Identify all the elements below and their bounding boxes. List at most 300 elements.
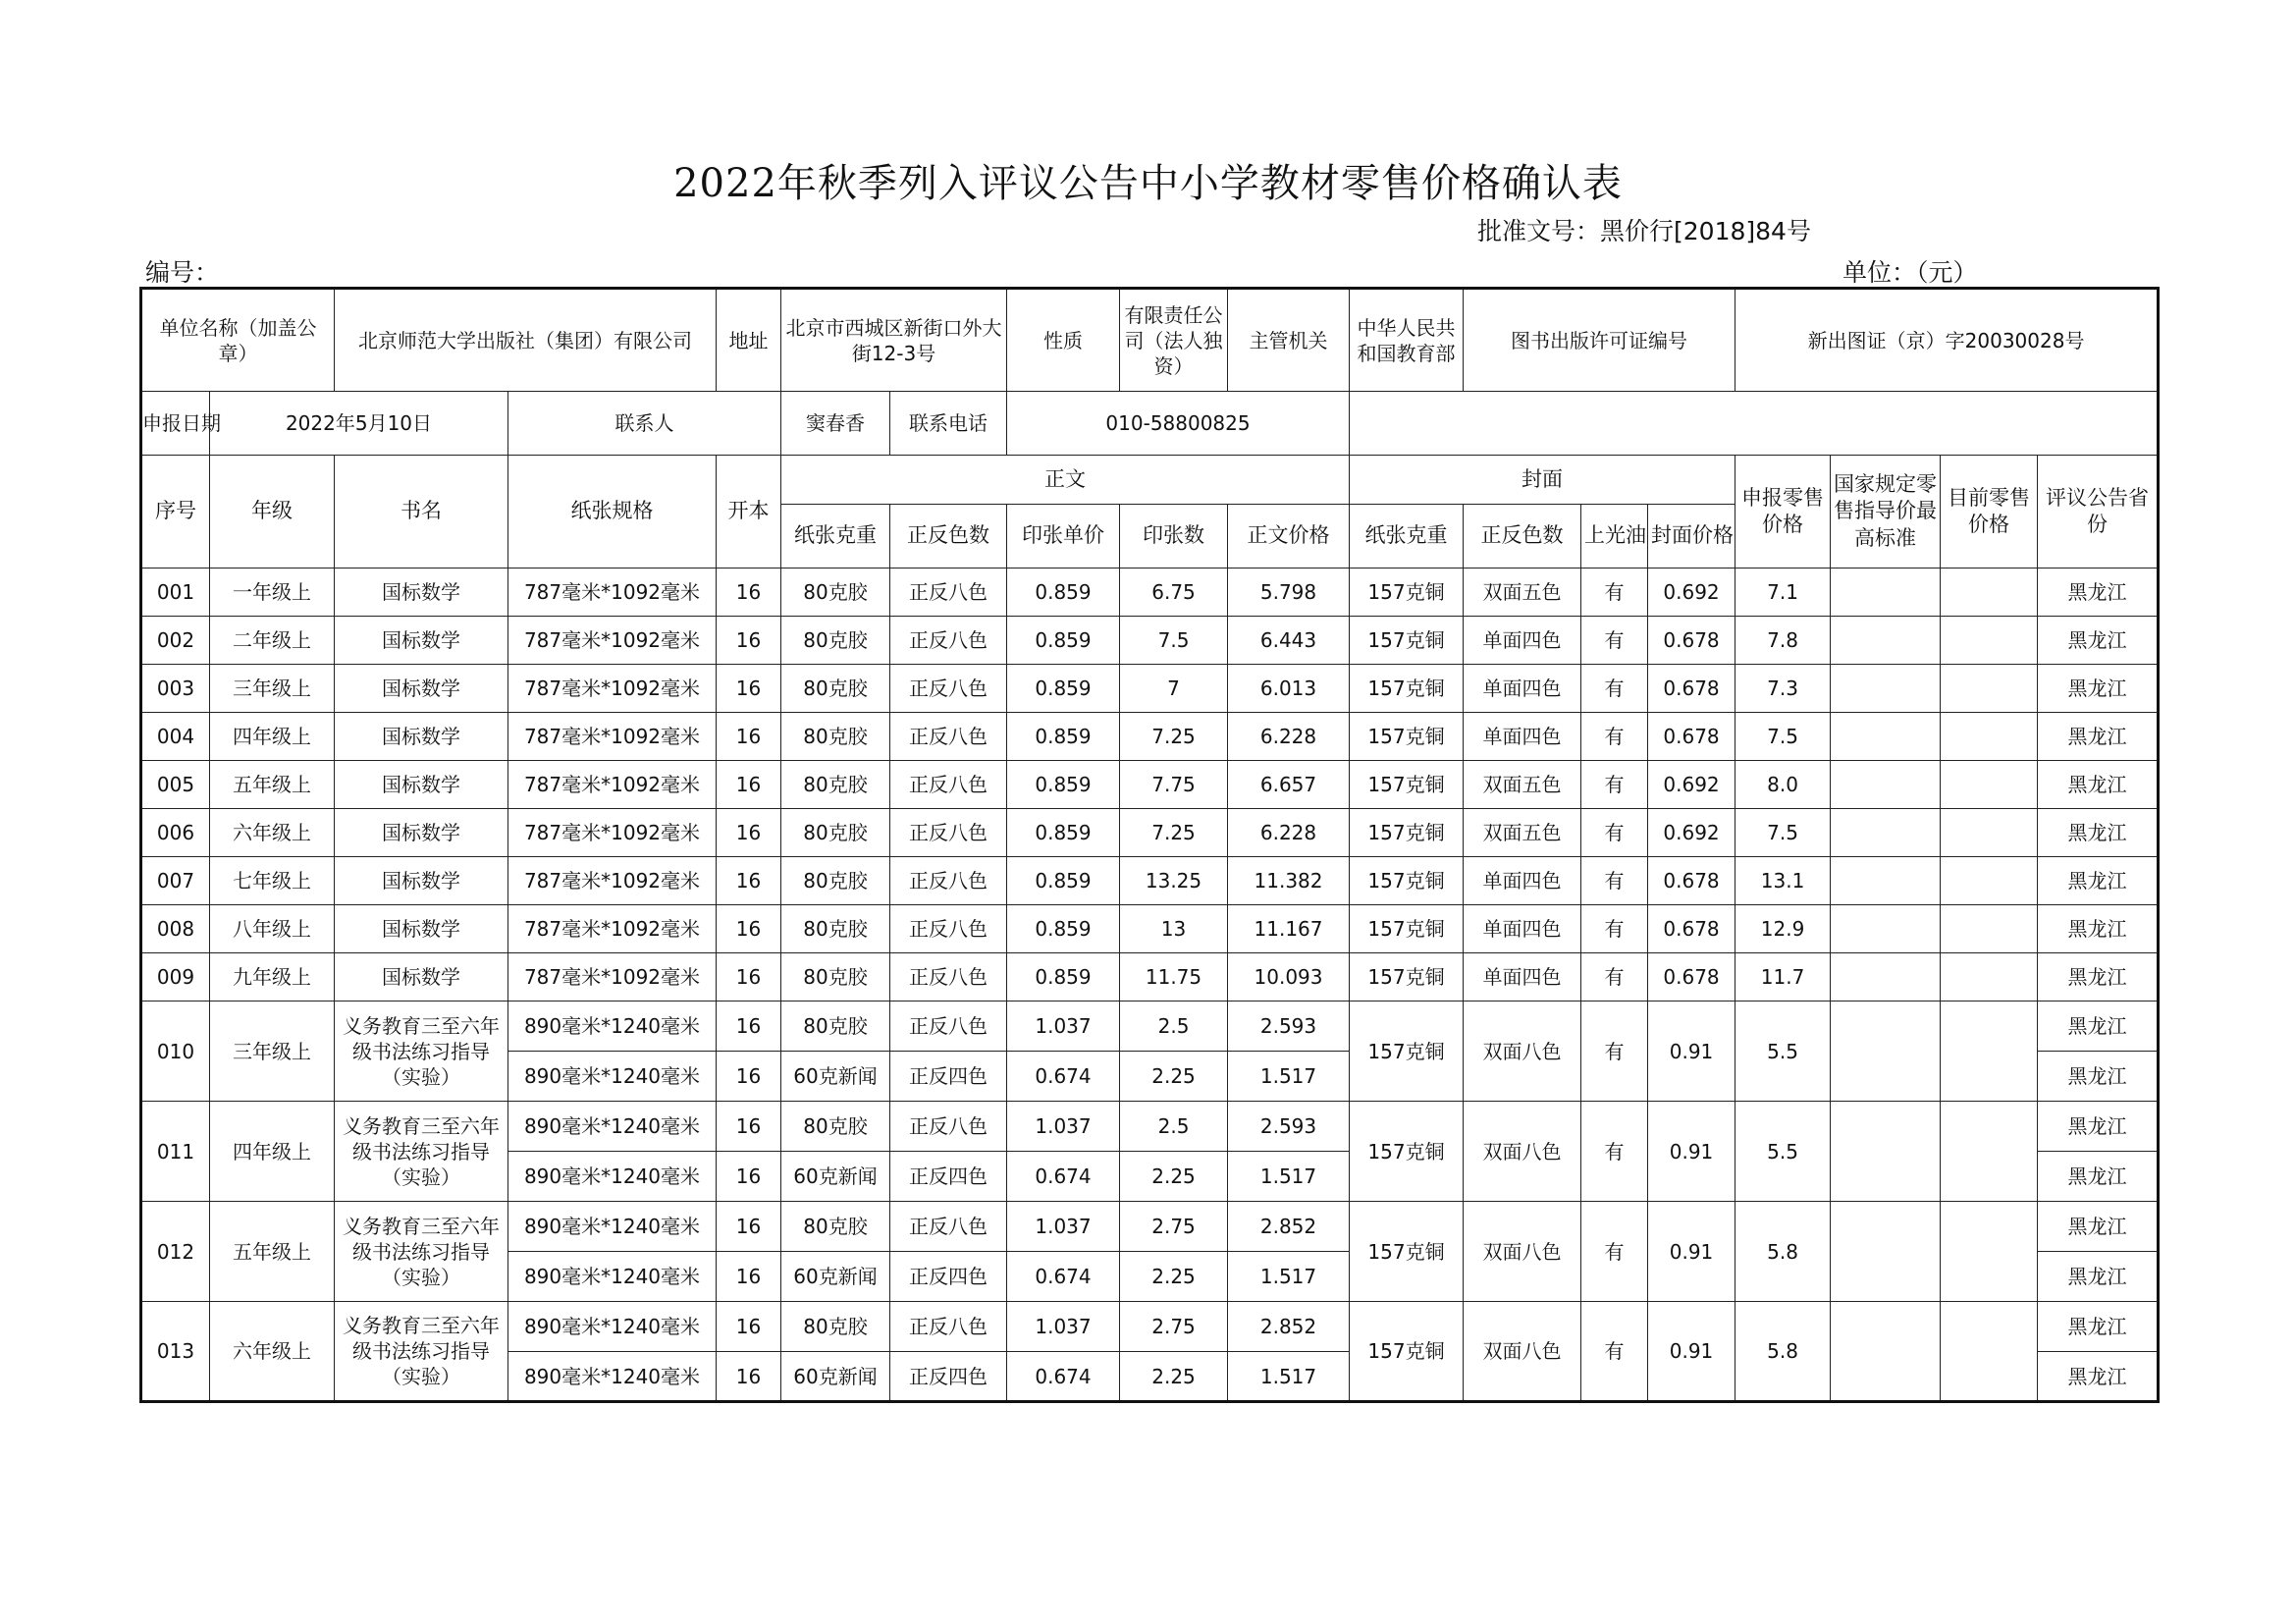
row-current-price	[1941, 665, 2038, 713]
row-sheet-price: 1.037	[1007, 1202, 1120, 1252]
row-paper-weight: 80克胶	[781, 1302, 890, 1352]
row-body-price: 6.228	[1228, 809, 1350, 857]
col-cover-group: 封面	[1350, 456, 1735, 505]
row-cover-color: 双面八色	[1464, 1102, 1581, 1202]
table-row	[141, 1302, 2159, 1352]
row-body-price: 11.167	[1228, 905, 1350, 953]
row-format: 16	[717, 1001, 781, 1052]
row-paper-weight: 80克胶	[781, 809, 890, 857]
row-national-max	[1831, 809, 1941, 857]
row-book: 国标数学	[335, 568, 508, 617]
address-label: 地址	[717, 289, 781, 392]
row-paper-weight: 80克胶	[781, 857, 890, 905]
row-province: 黑龙江	[2038, 713, 2159, 761]
row-grade: 二年级上	[210, 617, 335, 665]
table-row	[141, 761, 2159, 809]
row-cover-color: 双面八色	[1464, 1202, 1581, 1302]
row-seq: 004	[141, 713, 210, 761]
row-book: 义务教育三至六年级书法练习指导（实验）	[335, 1102, 508, 1202]
row-current-price	[1941, 1202, 2038, 1302]
row-cover-price: 0.91	[1648, 1202, 1735, 1302]
row-paper-weight: 60克新闻	[781, 1352, 890, 1402]
address-value: 北京市西城区新街口外大街12-3号	[781, 289, 1007, 392]
row-gloss: 有	[1581, 857, 1648, 905]
row-sheets: 6.75	[1120, 568, 1228, 617]
row-province: 黑龙江	[2038, 1202, 2159, 1252]
row-paper-weight: 80克胶	[781, 1102, 890, 1152]
row-grade: 三年级上	[210, 1001, 335, 1102]
row-body-price: 6.657	[1228, 761, 1350, 809]
row-province: 黑龙江	[2038, 617, 2159, 665]
row-paper-weight: 60克新闻	[781, 1052, 890, 1102]
row-cover-color: 双面五色	[1464, 568, 1581, 617]
row-cover-color: 双面八色	[1464, 1302, 1581, 1402]
row-paper-weight: 80克胶	[781, 761, 890, 809]
unit-name-value: 北京师范大学出版社（集团）有限公司	[335, 289, 717, 392]
row-province: 黑龙江	[2038, 1252, 2159, 1302]
row-color: 正反八色	[890, 713, 1007, 761]
col-cover-color: 正反色数	[1464, 505, 1581, 568]
col-declared-price: 申报零售价格	[1735, 456, 1831, 568]
row-cover-price: 0.692	[1648, 761, 1735, 809]
row-book: 义务教育三至六年级书法练习指导（实验）	[335, 1302, 508, 1402]
row-sheets: 7.25	[1120, 809, 1228, 857]
col-gloss: 上光油	[1581, 505, 1648, 568]
row-format: 16	[717, 761, 781, 809]
col-cover-price: 封面价格	[1648, 505, 1735, 568]
row-declared-price: 13.1	[1735, 857, 1831, 905]
row-paper-spec: 890毫米*1240毫米	[508, 1352, 717, 1402]
row-sheet-price: 0.674	[1007, 1052, 1120, 1102]
row-sheets: 2.25	[1120, 1152, 1228, 1202]
table-row	[141, 953, 2159, 1001]
row-cover-price: 0.678	[1648, 665, 1735, 713]
row-paper-spec: 890毫米*1240毫米	[508, 1152, 717, 1202]
row-national-max	[1831, 1302, 1941, 1402]
row-paper-spec: 787毫米*1092毫米	[508, 857, 717, 905]
row-paper-spec: 787毫米*1092毫米	[508, 617, 717, 665]
row-current-price	[1941, 568, 2038, 617]
row-color: 正反八色	[890, 1001, 1007, 1052]
authority-value: 中华人民共和国教育部	[1350, 289, 1464, 392]
row-sheets: 2.75	[1120, 1202, 1228, 1252]
row-cover-price: 0.692	[1648, 809, 1735, 857]
row-seq: 001	[141, 568, 210, 617]
row-gloss: 有	[1581, 1102, 1648, 1202]
row-seq: 013	[141, 1302, 210, 1402]
row-paper-weight: 80克胶	[781, 568, 890, 617]
row-cover-weight: 157克铜	[1350, 568, 1464, 617]
col-cover-weight: 纸张克重	[1350, 505, 1464, 568]
col-book: 书名	[335, 456, 508, 568]
row-national-max	[1831, 1001, 1941, 1102]
row-cover-color: 单面四色	[1464, 857, 1581, 905]
row-paper-weight: 80克胶	[781, 1202, 890, 1252]
row-province: 黑龙江	[2038, 761, 2159, 809]
row-declared-price: 5.8	[1735, 1202, 1831, 1302]
row-sheets: 13	[1120, 905, 1228, 953]
row-color: 正反八色	[890, 953, 1007, 1001]
row-cover-price: 0.692	[1648, 568, 1735, 617]
row-paper-weight: 80克胶	[781, 1001, 890, 1052]
row-declared-price: 12.9	[1735, 905, 1831, 953]
row-body-price: 2.593	[1228, 1102, 1350, 1152]
row-province: 黑龙江	[2038, 1352, 2159, 1402]
row-declared-price: 11.7	[1735, 953, 1831, 1001]
row-format: 16	[717, 1152, 781, 1202]
row-gloss: 有	[1581, 568, 1648, 617]
row-declared-price: 8.0	[1735, 761, 1831, 809]
row-book: 义务教育三至六年级书法练习指导（实验）	[335, 1202, 508, 1302]
row-cover-weight: 157克铜	[1350, 617, 1464, 665]
row-format: 16	[717, 1352, 781, 1402]
row-cover-weight: 157克铜	[1350, 713, 1464, 761]
row-color: 正反八色	[890, 617, 1007, 665]
row-body-price: 10.093	[1228, 953, 1350, 1001]
table-row	[141, 857, 2159, 905]
row-format: 16	[717, 1102, 781, 1152]
row-province: 黑龙江	[2038, 857, 2159, 905]
row-national-max	[1831, 665, 1941, 713]
row-format: 16	[717, 905, 781, 953]
row-cover-color: 单面四色	[1464, 665, 1581, 713]
date-value: 2022年5月10日	[210, 392, 508, 456]
row-national-max	[1831, 905, 1941, 953]
row-sheet-price: 0.674	[1007, 1152, 1120, 1202]
row-gloss: 有	[1581, 761, 1648, 809]
row-grade: 六年级上	[210, 1302, 335, 1402]
row-cover-weight: 157克铜	[1350, 761, 1464, 809]
approval-number: 批准文号：黑价行[2018]84号	[1477, 217, 1811, 245]
row-national-max	[1831, 568, 1941, 617]
row-body-price: 1.517	[1228, 1352, 1350, 1402]
row-seq: 002	[141, 617, 210, 665]
row-sheet-price: 1.037	[1007, 1102, 1120, 1152]
row-color: 正反八色	[890, 1202, 1007, 1252]
row-format: 16	[717, 1252, 781, 1302]
header-row-1	[141, 456, 2159, 505]
row-declared-price: 5.8	[1735, 1302, 1831, 1402]
row-gloss: 有	[1581, 1202, 1648, 1302]
row-grade: 七年级上	[210, 857, 335, 905]
row-current-price	[1941, 905, 2038, 953]
row-gloss: 有	[1581, 713, 1648, 761]
row-cover-price: 0.91	[1648, 1302, 1735, 1402]
row-sheets: 2.25	[1120, 1052, 1228, 1102]
row-color: 正反四色	[890, 1152, 1007, 1202]
row-province: 黑龙江	[2038, 1102, 2159, 1152]
serial-label: 编号：	[145, 258, 220, 287]
row-body-price: 6.228	[1228, 713, 1350, 761]
col-national-max: 国家规定零售指导价最高标准	[1831, 456, 1941, 568]
info-row-2	[141, 392, 2159, 456]
col-color: 正反色数	[890, 505, 1007, 568]
row-paper-spec: 787毫米*1092毫米	[508, 665, 717, 713]
row-sheet-price: 0.859	[1007, 617, 1120, 665]
row-color: 正反四色	[890, 1252, 1007, 1302]
row-body-price: 1.517	[1228, 1152, 1350, 1202]
table-row	[141, 568, 2159, 617]
row-color: 正反八色	[890, 1302, 1007, 1352]
row-sheets: 2.75	[1120, 1302, 1228, 1352]
row-sheets: 7.25	[1120, 713, 1228, 761]
row-body-price: 1.517	[1228, 1052, 1350, 1102]
row-color: 正反八色	[890, 568, 1007, 617]
row-current-price	[1941, 1102, 2038, 1202]
table-row	[141, 665, 2159, 713]
row-body-price: 6.443	[1228, 617, 1350, 665]
row-format: 16	[717, 953, 781, 1001]
authority-label: 主管机关	[1228, 289, 1350, 392]
row-cover-weight: 157克铜	[1350, 857, 1464, 905]
row-national-max	[1831, 1102, 1941, 1202]
row-book: 国标数学	[335, 953, 508, 1001]
row-paper-spec: 787毫米*1092毫米	[508, 905, 717, 953]
row-body-price: 11.382	[1228, 857, 1350, 905]
row-sheet-price: 0.859	[1007, 568, 1120, 617]
date-label: 申报日期	[141, 392, 210, 456]
row-sheets: 2.25	[1120, 1252, 1228, 1302]
row-paper-spec: 890毫米*1240毫米	[508, 1302, 717, 1352]
row-province: 黑龙江	[2038, 568, 2159, 617]
row-cover-color: 单面四色	[1464, 713, 1581, 761]
row-sheet-price: 1.037	[1007, 1302, 1120, 1352]
table-row	[141, 1202, 2159, 1252]
row-sheets: 11.75	[1120, 953, 1228, 1001]
row-format: 16	[717, 568, 781, 617]
row-current-price	[1941, 857, 2038, 905]
row-current-price	[1941, 761, 2038, 809]
row-format: 16	[717, 857, 781, 905]
row-body-price: 2.593	[1228, 1001, 1350, 1052]
unit-name-label: 单位名称（加盖公章）	[141, 289, 335, 392]
row-cover-color: 单面四色	[1464, 617, 1581, 665]
row-body-price: 2.852	[1228, 1202, 1350, 1252]
row-cover-color: 单面四色	[1464, 905, 1581, 953]
row-sheet-price: 0.859	[1007, 761, 1120, 809]
nature-label: 性质	[1007, 289, 1120, 392]
row-province: 黑龙江	[2038, 1052, 2159, 1102]
col-seq: 序号	[141, 456, 210, 568]
row-seq: 006	[141, 809, 210, 857]
phone-value: 010-58800825	[1007, 392, 1350, 456]
row-sheet-price: 0.859	[1007, 905, 1120, 953]
row-gloss: 有	[1581, 953, 1648, 1001]
row-seq: 005	[141, 761, 210, 809]
row-cover-price: 0.678	[1648, 905, 1735, 953]
row-sheets: 2.5	[1120, 1102, 1228, 1152]
row-paper-spec: 787毫米*1092毫米	[508, 953, 717, 1001]
row-cover-weight: 157克铜	[1350, 665, 1464, 713]
row-declared-price: 7.1	[1735, 568, 1831, 617]
row-cover-weight: 157克铜	[1350, 953, 1464, 1001]
row-seq: 010	[141, 1001, 210, 1102]
row-color: 正反八色	[890, 905, 1007, 953]
row-province: 黑龙江	[2038, 1152, 2159, 1202]
row-gloss: 有	[1581, 665, 1648, 713]
row-province: 黑龙江	[2038, 1302, 2159, 1352]
row-color: 正反四色	[890, 1052, 1007, 1102]
row-cover-weight: 157克铜	[1350, 1302, 1464, 1402]
row-current-price	[1941, 617, 2038, 665]
row-paper-spec: 787毫米*1092毫米	[508, 568, 717, 617]
row-seq: 009	[141, 953, 210, 1001]
row-paper-spec: 890毫米*1240毫米	[508, 1202, 717, 1252]
row-gloss: 有	[1581, 617, 1648, 665]
row-format: 16	[717, 1202, 781, 1252]
row-cover-price: 0.678	[1648, 713, 1735, 761]
table-row	[141, 905, 2159, 953]
row-sheet-price: 1.037	[1007, 1001, 1120, 1052]
col-sheet-price: 印张单价	[1007, 505, 1120, 568]
row-format: 16	[717, 713, 781, 761]
phone-label: 联系电话	[890, 392, 1007, 456]
row-grade: 五年级上	[210, 1202, 335, 1302]
row-paper-weight: 80克胶	[781, 905, 890, 953]
row-grade: 三年级上	[210, 665, 335, 713]
row-sheet-price: 0.674	[1007, 1252, 1120, 1302]
row-declared-price: 5.5	[1735, 1102, 1831, 1202]
row-paper-weight: 80克胶	[781, 617, 890, 665]
row-seq: 008	[141, 905, 210, 953]
row-sheets: 7	[1120, 665, 1228, 713]
row-book: 国标数学	[335, 617, 508, 665]
row-national-max	[1831, 953, 1941, 1001]
col-sheets: 印张数	[1120, 505, 1228, 568]
row-paper-spec: 787毫米*1092毫米	[508, 809, 717, 857]
row-cover-price: 0.91	[1648, 1001, 1735, 1102]
row-paper-spec: 890毫米*1240毫米	[508, 1001, 717, 1052]
row-sheet-price: 0.859	[1007, 953, 1120, 1001]
row-cover-color: 双面五色	[1464, 809, 1581, 857]
row-sheets: 7.5	[1120, 617, 1228, 665]
row-cover-weight: 157克铜	[1350, 809, 1464, 857]
row-book: 义务教育三至六年级书法练习指导（实验）	[335, 1001, 508, 1102]
row-body-price: 2.852	[1228, 1302, 1350, 1352]
row-format: 16	[717, 665, 781, 713]
row-grade: 九年级上	[210, 953, 335, 1001]
table-row	[141, 1102, 2159, 1152]
row-paper-weight: 80克胶	[781, 713, 890, 761]
row-seq: 012	[141, 1202, 210, 1302]
row-declared-price: 7.8	[1735, 617, 1831, 665]
row-gloss: 有	[1581, 809, 1648, 857]
row-sheets: 7.75	[1120, 761, 1228, 809]
row-color: 正反八色	[890, 761, 1007, 809]
row-province: 黑龙江	[2038, 905, 2159, 953]
row-paper-spec: 890毫米*1240毫米	[508, 1102, 717, 1152]
nature-value: 有限责任公司（法人独资）	[1120, 289, 1228, 392]
row-national-max	[1831, 857, 1941, 905]
row-seq: 003	[141, 665, 210, 713]
row-paper-weight: 60克新闻	[781, 1252, 890, 1302]
row-paper-weight: 60克新闻	[781, 1152, 890, 1202]
row-paper-spec: 890毫米*1240毫米	[508, 1252, 717, 1302]
row-book: 国标数学	[335, 905, 508, 953]
row-cover-price: 0.678	[1648, 857, 1735, 905]
row-national-max	[1831, 713, 1941, 761]
info-blank	[1350, 392, 2159, 456]
row-sheet-price: 0.859	[1007, 713, 1120, 761]
row-cover-price: 0.91	[1648, 1102, 1735, 1202]
row-body-price: 5.798	[1228, 568, 1350, 617]
table-row	[141, 713, 2159, 761]
row-sheet-price: 0.859	[1007, 665, 1120, 713]
row-format: 16	[717, 809, 781, 857]
row-sheets: 2.25	[1120, 1352, 1228, 1402]
row-book: 国标数学	[335, 761, 508, 809]
row-cover-weight: 157克铜	[1350, 1202, 1464, 1302]
row-grade: 四年级上	[210, 713, 335, 761]
contact-value: 窦春香	[781, 392, 890, 456]
row-cover-color: 双面五色	[1464, 761, 1581, 809]
col-body-price: 正文价格	[1228, 505, 1350, 568]
col-current-price: 目前零售价格	[1941, 456, 2038, 568]
row-province: 黑龙江	[2038, 809, 2159, 857]
row-gloss: 有	[1581, 1001, 1648, 1102]
row-color: 正反八色	[890, 857, 1007, 905]
col-grade: 年级	[210, 456, 335, 568]
row-cover-weight: 157克铜	[1350, 905, 1464, 953]
row-grade: 一年级上	[210, 568, 335, 617]
row-color: 正反八色	[890, 1102, 1007, 1152]
row-color: 正反八色	[890, 809, 1007, 857]
row-sheet-price: 0.674	[1007, 1352, 1120, 1402]
table-row	[141, 1001, 2159, 1052]
unit-label: 单位：（元）	[1842, 258, 1978, 287]
row-gloss: 有	[1581, 905, 1648, 953]
table-row	[141, 617, 2159, 665]
row-current-price	[1941, 953, 2038, 1001]
row-cover-weight: 157克铜	[1350, 1001, 1464, 1102]
row-seq: 007	[141, 857, 210, 905]
row-declared-price: 7.5	[1735, 809, 1831, 857]
row-sheet-price: 0.859	[1007, 809, 1120, 857]
row-paper-spec: 787毫米*1092毫米	[508, 713, 717, 761]
document-title: 2022年秋季列入评议公告中小学教材零售价格确认表	[673, 161, 1623, 206]
row-book: 国标数学	[335, 809, 508, 857]
row-grade: 六年级上	[210, 809, 335, 857]
row-province: 黑龙江	[2038, 953, 2159, 1001]
row-current-price	[1941, 809, 2038, 857]
row-paper-spec: 890毫米*1240毫米	[508, 1052, 717, 1102]
row-grade: 八年级上	[210, 905, 335, 953]
row-color: 正反八色	[890, 665, 1007, 713]
row-declared-price: 5.5	[1735, 1001, 1831, 1102]
row-book: 国标数学	[335, 665, 508, 713]
table-row	[141, 809, 2159, 857]
license-label: 图书出版许可证编号	[1464, 289, 1735, 392]
row-declared-price: 7.5	[1735, 713, 1831, 761]
row-paper-weight: 80克胶	[781, 953, 890, 1001]
row-current-price	[1941, 713, 2038, 761]
row-cover-weight: 157克铜	[1350, 1102, 1464, 1202]
row-cover-price: 0.678	[1648, 617, 1735, 665]
row-province: 黑龙江	[2038, 665, 2159, 713]
row-format: 16	[717, 617, 781, 665]
row-province: 黑龙江	[2038, 1001, 2159, 1052]
row-seq: 011	[141, 1102, 210, 1202]
row-national-max	[1831, 1202, 1941, 1302]
row-grade: 五年级上	[210, 761, 335, 809]
row-current-price	[1941, 1001, 2038, 1102]
row-format: 16	[717, 1052, 781, 1102]
info-row-1	[141, 289, 2159, 392]
row-color: 正反四色	[890, 1352, 1007, 1402]
row-cover-color: 双面八色	[1464, 1001, 1581, 1102]
row-format: 16	[717, 1302, 781, 1352]
row-sheets: 2.5	[1120, 1001, 1228, 1052]
